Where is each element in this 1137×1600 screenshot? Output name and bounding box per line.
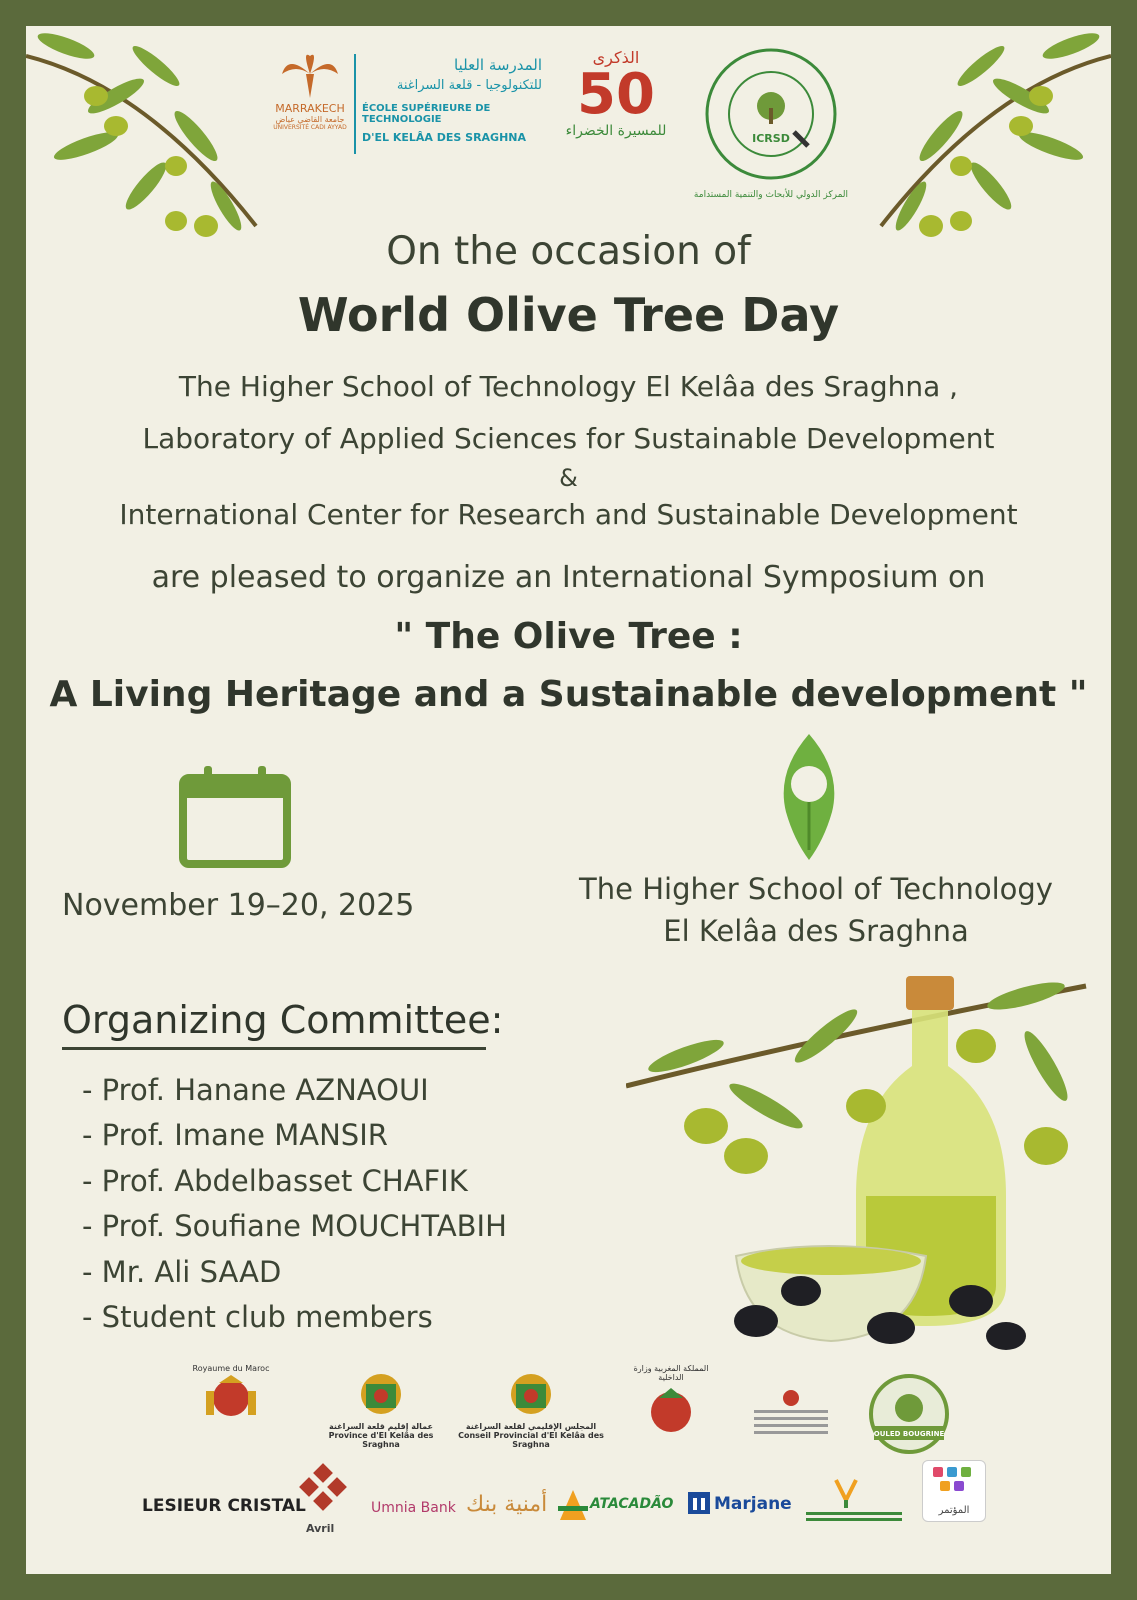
- symposium-title-line2: A Living Heritage and a Sustainable development ": [49, 674, 1088, 715]
- committee-member: - Prof. Imane MANSIR: [82, 1118, 388, 1153]
- province-label: Province d'El Kelâa des Sraghna: [328, 1431, 434, 1449]
- committee-member: - Prof. Hanane AZNAOUI: [82, 1073, 429, 1107]
- venue-line2: El Kelâa des Sraghna: [663, 914, 969, 948]
- ouled-bougrine-emblem: [864, 1374, 954, 1454]
- olive-branch-top-right: [871, 26, 1111, 256]
- committee-member: - Student club members: [82, 1299, 433, 1334]
- lesieur-diamond-icon: [288, 1462, 358, 1522]
- page-title: World Olive Tree Day: [297, 288, 840, 342]
- moutamar-icon: [923, 1461, 985, 1501]
- icrsd-emblem: [696, 46, 846, 186]
- palm-icon: [278, 54, 342, 98]
- atacadao-label: ATACADÃO: [590, 1496, 674, 1512]
- committee-underline: [62, 1047, 486, 1050]
- lesieur-label: LESIEUR CRISTAL: [142, 1496, 306, 1516]
- green-march-50-logo: [556, 48, 676, 168]
- avril-label: Avril: [306, 1522, 335, 1535]
- school-ar-line1: المدرسة العليا: [454, 56, 542, 74]
- committee-member: - Mr. Ali SAAD: [82, 1254, 282, 1289]
- committee-list: [82, 1068, 507, 1340]
- umnia-label: Umnia Bank: [371, 1500, 456, 1516]
- school-logo-text: [362, 56, 542, 144]
- calendar-icon: [178, 764, 292, 870]
- sponsor-interieur: [626, 1364, 716, 1442]
- sponsor-ministry-agriculture: [176, 1364, 286, 1427]
- organizer-center: International Center for Research and Sustainable Development: [119, 498, 1018, 531]
- conseil-label: Conseil Provincial d'El Kelâa des Sraghna: [458, 1431, 604, 1449]
- interieur-ar: المملكة المغربية وزارة الداخلية: [633, 1364, 709, 1382]
- sponsor-moutamar: [922, 1460, 986, 1522]
- venue-line1: The Higher School of Technology: [579, 872, 1053, 906]
- olive-oil-illustration: [626, 956, 1096, 1376]
- university-ar: جامعة القاضي عياض: [275, 115, 345, 124]
- atacadao-a-icon: [556, 1488, 590, 1522]
- coat-of-arms-icon: [176, 1373, 286, 1423]
- umnia-ar: أمنية بنك: [466, 1492, 548, 1517]
- ampersand: &: [559, 464, 578, 492]
- event-venue: [556, 868, 1076, 952]
- anniversary-ar-bottom: للمسيرة الخضراء: [565, 123, 667, 139]
- location-leaf-pin-icon: [772, 732, 846, 862]
- university-fr: UNIVERSITÉ CADI AYYAD: [273, 124, 347, 131]
- sponsor-conseil: [451, 1370, 611, 1449]
- marjane-icon: [688, 1492, 710, 1514]
- symposium-title-line1: " The Olive Tree :: [394, 616, 743, 657]
- moutamar-label: المؤتمر: [938, 1505, 970, 1516]
- event-date: November 19–20, 2025: [62, 888, 415, 923]
- conseil-emblem-icon: [451, 1370, 611, 1418]
- committee-title: Organizing Committee:: [62, 998, 504, 1042]
- conseil-ar: المجلس الإقليمي لقلعة السراغنة: [465, 1422, 597, 1431]
- committee-member: - Prof. Soufiane MOUCHTABIH: [82, 1209, 507, 1244]
- university-logo-text: MARRAKECH: [275, 102, 345, 115]
- province-ar: عمالة إقليم قلعة السراغنة: [329, 1422, 433, 1431]
- directorate-emblem-icon: [746, 1384, 836, 1440]
- anniversary-number: 50: [577, 62, 655, 127]
- marjane-label: Marjane: [714, 1494, 792, 1514]
- logo-divider: [354, 54, 356, 154]
- school-ar-line2: للتكنولوجيا - قلعة السراغنة: [396, 78, 542, 93]
- institute-logo-icon: [806, 1474, 902, 1524]
- organizer-school: The Higher School of Technology El Kelâa des Sraghna ,: [178, 370, 959, 403]
- icrsd-ar: المركز الدولي للأبحاث والتنمية المستدامة: [693, 190, 849, 200]
- committee-member: - Prof. Abdelbasset CHAFIK: [82, 1163, 468, 1198]
- poster: [26, 26, 1111, 1574]
- invitation-text: are pleased to organize an International Symposium on: [151, 560, 986, 595]
- sponsor-directorate: [746, 1384, 836, 1440]
- sponsor-lesieur: [142, 1496, 306, 1516]
- university-logo: [270, 54, 350, 154]
- occasion-text: On the occasion of: [386, 229, 751, 274]
- school-fr-line2: D'EL KELÂA DES SRAGHNA: [362, 131, 527, 144]
- school-fr-line1: ÉCOLE SUPÉRIEURE DE TECHNOLOGIE: [362, 103, 491, 125]
- anniversary-ar-top: الذكرى: [592, 48, 640, 67]
- sponsor-province: [316, 1370, 446, 1449]
- ouled-label: OULED BOUGRINE: [873, 1430, 945, 1438]
- royaume-label: Royaume du Maroc: [192, 1364, 270, 1373]
- interieur-emblem-icon: [626, 1382, 716, 1438]
- province-emblem-icon: [316, 1370, 446, 1418]
- icrsd-logo: [693, 46, 849, 200]
- icrsd-acronym: ICRSD: [752, 132, 790, 145]
- organizer-laboratory: Laboratory of Applied Sciences for Sustainable Development: [142, 422, 995, 455]
- sponsor-ouled-bougrine: [864, 1374, 954, 1454]
- olive-branch-top-left: [26, 26, 266, 256]
